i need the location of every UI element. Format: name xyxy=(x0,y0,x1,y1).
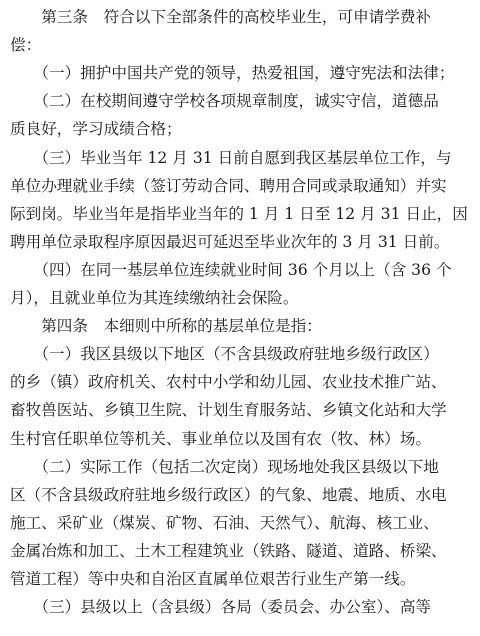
text-line: （一）我区县级以下地区（不含县级政府驻地乡级行政区） xyxy=(10,345,439,364)
text-line: 生村官任职单位等机关、事业单位以及国有农（牧、林）场。 xyxy=(10,429,432,448)
text-line: 区（不含县级政府驻地乡级行政区）的气象、地震、地质、水电 xyxy=(10,485,447,504)
text-line: 第三条 符合以下全部条件的高校毕业生，可申请学费补 xyxy=(10,8,432,26)
text-line: 的乡（镇）政府机关、农村中小学和幼儿园、农业技术推广站、 xyxy=(10,373,447,392)
text-line: 际到岗。毕业当年是指毕业当年的 1 月 1 日至 12 月 31 日止，因 xyxy=(10,204,468,223)
text-line: （二）在校期间遵守学校各项规章制度，诚实守信，道德品 xyxy=(10,92,439,111)
text-line: 畜牧兽医站、乡镇卫生院、计划生育服务站、乡镇文化站和大学 xyxy=(10,401,447,420)
text-line: 金属冶炼和加工、土木工程建筑业（铁路、隧道、道路、桥梁、 xyxy=(10,541,447,560)
text-line: （四）在同一基层单位连续就业时间 36 个月以上（含 36 个 xyxy=(10,260,452,279)
text-line: （一）拥护中国共产党的领导，热爱祖国，遵守宪法和法律； xyxy=(10,64,455,83)
text-line: （三）毕业当年 12 月 31 日前自愿到我区基层单位工作，与 xyxy=(10,148,452,167)
text-line: 第四条 本细则中所称的基层单位是指： xyxy=(10,317,322,336)
text-line: 月），且就业单位为其连续缴纳社会保险。 xyxy=(10,289,299,307)
text-line: 质良好，学习成绩合格； xyxy=(10,120,182,139)
text-line: 单位办理就业手续（签订劳动合同、聘用合同或录取通知）并实 xyxy=(10,176,447,195)
text-line: 聘用单位录取程序原因最迟可延迟至毕业次年的 3 月 31 日前。 xyxy=(10,232,450,251)
text-line: （三）县级以上（含县级）各局（委员会、办公室）、高等 xyxy=(10,598,432,617)
text-line: （二）实际工作（包括二次定岗）现场地处我区县级以下地 xyxy=(10,457,439,476)
text-line: 施工、采矿业（煤炭、矿物、石油、天然气）、航海、核工业、 xyxy=(10,513,439,532)
text-line: 管道工程）等中央和自治区直属单位艰苦行业生产第一线。 xyxy=(10,570,416,588)
text-line: 偿： xyxy=(10,36,42,55)
